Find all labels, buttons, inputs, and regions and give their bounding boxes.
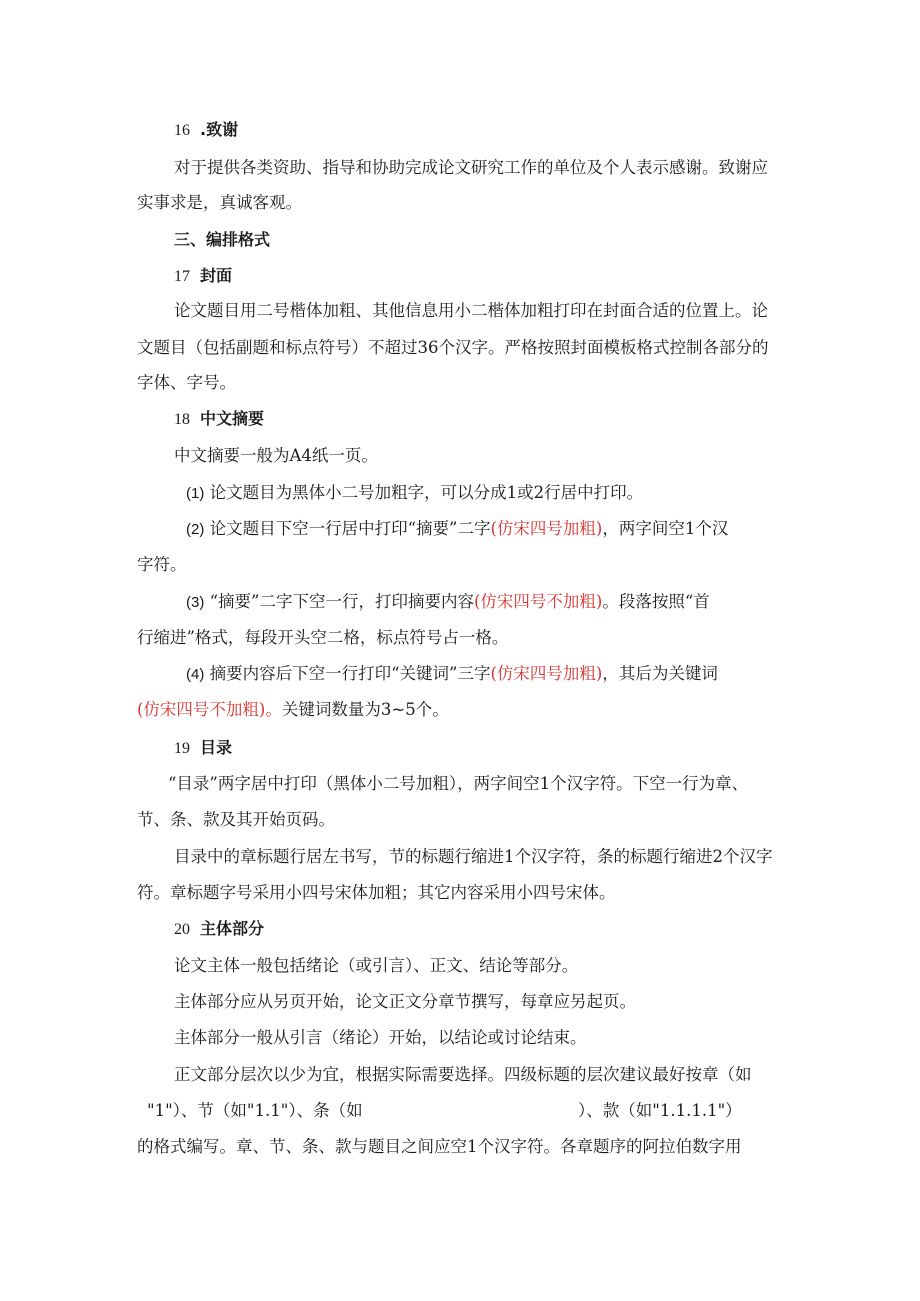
body-paragraph-4-line-2a: "1"）、节（如"1.1"）、条（如 [147,1101,363,1120]
toc-line-1: “目录”两字居中打印（黑体小二号加粗），两字间空1个汉字符。下空一行为章、 [168,774,749,793]
heading-cover: 17 封面 [174,266,233,285]
abstract-item-4-cont: (仿宋四号不加粗)。关键词数量为3~5个。 [137,700,449,719]
toc-line-2: 节、条、款及其开始页码。 [137,810,335,829]
abstract-item-3: (3) “摘要”二字下空一行，打印摘要内容(仿宋四号不加粗)。段落按照“首 [186,592,710,611]
heading-section-3: 三、编排格式 [174,230,271,249]
abstract-item-1: (1) 论文题目为黑体小二号加粗字，可以分成1或2行居中打印。 [186,483,644,502]
body-paragraph-3: 主体部分一般从引言（绪论）开始，以结论或讨论结束。 [174,1028,587,1047]
ack-line-1: 对于提供各类资助、指导和协助完成论文研究工作的单位及个人表示感谢。致谢应 [174,158,768,177]
body-paragraph-2: 主体部分应从另页开始，论文正文分章节撰写，每章应另起页。 [174,992,636,1011]
heading-main-body: 20 主体部分 [174,919,265,938]
cover-line-2: 文题目（包括副题和标点符号）不超过36个汉字。严格按照封面模板格式控制各部分的 [137,338,769,357]
abstract-item-2: (2) 论文题目下空一行居中打印“摘要”二字(仿宋四号加粗)，两字间空1个汉 [186,519,729,538]
abstract-item-2-cont: 字符。 [137,555,187,574]
abstract-intro: 中文摘要一般为A4纸一页。 [174,446,378,465]
body-paragraph-1: 论文主体一般包括绪论（或引言）、正文、结论等部分。 [174,956,579,975]
heading-acknowledgement: 16 .致谢 [174,120,239,139]
heading-toc: 19 目录 [174,738,233,757]
body-paragraph-4-line-3: 的格式编写。章、节、条、款与题目之间应空1个汉字符。各章题序的阿拉伯数字用 [137,1137,742,1156]
cover-line-1: 论文题目用二号楷体加粗、其他信息用小二楷体加粗打印在封面合适的位置上。论 [174,301,768,320]
heading-abstract: 18 中文摘要 [174,409,265,428]
toc-line-4: 符。章标题字号采用小四号宋体加粗；其它内容采用小四号宋体。 [137,883,616,902]
body-paragraph-4-line-1: 正文部分层次以少为宜，根据实际需要选择。四级标题的层次建议最好按章（如 [174,1065,752,1084]
abstract-item-4: (4) 摘要内容后下空一行打印“关键词”三字(仿宋四号加粗)，其后为关键词 [186,664,718,683]
toc-line-3: 目录中的章标题行居左书写，节的标题行缩进1个汉字符，条的标题行缩进2个汉字 [174,847,773,866]
ack-line-2: 实事求是，真诚客观。 [137,193,302,212]
cover-line-3: 字体、字号。 [137,373,236,392]
abstract-item-3-cont: 行缩进”格式，每段开头空二格，标点符号占一格。 [137,628,509,647]
body-paragraph-4-line-2b: ）、款（如"1.1.1.1"） [578,1101,742,1120]
